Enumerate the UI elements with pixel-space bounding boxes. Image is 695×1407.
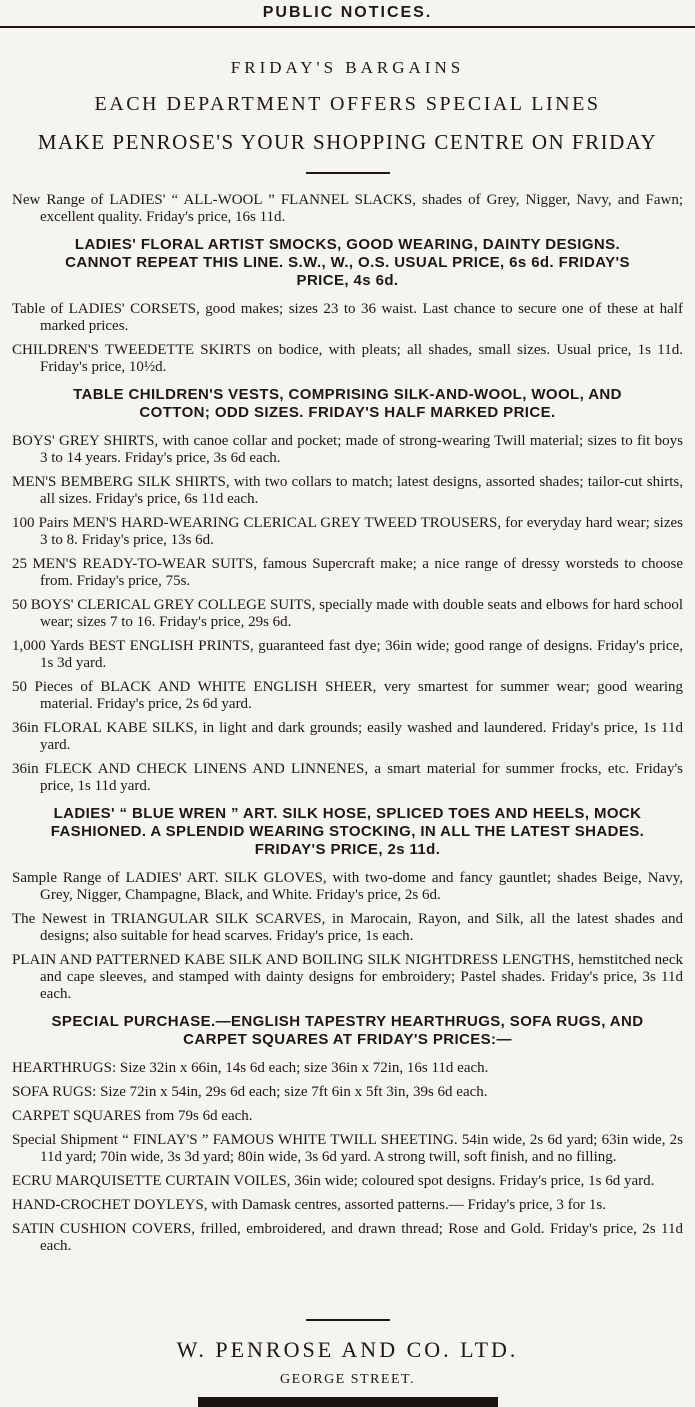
street-address: GEORGE STREET. xyxy=(279,1372,416,1387)
ad-paragraph-sofa-rugs: SOFA RUGS: Size 72in x 54in, 29s 6d each; size 7ft 6in x 5ft 3in, 39s 6d each. xyxy=(12,1084,488,1100)
ad-paragraph-college-suits: 50 BOYS' CLERICAL GREY COLLEGE SUITS, specially made with double seats and elbows for hard school wear; sizes 7 to 16. Friday's price, 29s 6d. xyxy=(12,597,683,630)
ad-paragraph-curtain-voiles: ECRU MARQUISETTE CURTAIN VOILES, 36in wide; coloured spot designs. Friday's price, 1s 6d yard. xyxy=(12,1173,655,1189)
ad-paragraph-silk-scarves: The Newest in TRIANGULAR SILK SCARVES, in Marocain, Rayon, and Silk, all the latest shades and designs; also suitable for head scarves. Friday's price, 1s each. xyxy=(12,911,683,944)
header-rule xyxy=(0,26,695,28)
headline-departments: EACH DEPARTMENT OFFERS SPECIAL LINES xyxy=(94,93,601,115)
ad-paragraph-ready-to-wear: 25 MEN'S READY-TO-WEAR SUITS, famous Supercraft make; a nice range of dressy worsteds to choose from. Friday's price, 75s. xyxy=(12,556,683,589)
ad-callout-artist-smocks: LADIES' FLORAL ARTIST SMOCKS, GOOD WEARING, DAINTY DESIGNS. CANNOT REPEAT THIS LINE. S.W., W., O.S. USUAL PRICE, 6s 6d. FRIDAY'S PRICE, 4s 6d. xyxy=(65,236,630,289)
ad-paragraph-boys-grey-shirts: BOYS' GREY SHIRTS, with canoe collar and pocket; made of strong-wearing Twill material; sizes to fit boys 3 to 14 years. Friday's price, 3s 6d each. xyxy=(12,433,683,466)
ad-paragraph-tweedette-skirts: CHILDREN'S TWEEDETTE SKIRTS on bodice, with pleats; all shades, small sizes. Usual price, 1s 11d. Friday's price, 10½d. xyxy=(12,342,683,375)
ad-paragraph-english-prints: 1,000 Yards BEST ENGLISH PRINTS, guaranteed fast dye; 36in wide; good range of designs. Friday's price, 1s 3d yard. xyxy=(12,638,683,671)
ad-paragraph-tweed-trousers: 100 Pairs MEN'S HARD-WEARING CLERICAL GREY TWEED TROUSERS, for everyday hard wear; sizes 3 to 8. Friday's price, 13s 6d. xyxy=(12,515,683,548)
headline-shopping-centre: MAKE PENROSE'S YOUR SHOPPING CENTRE ON FRIDAY xyxy=(37,130,658,154)
ad-paragraph-twill-sheeting: Special Shipment “ FINLAY'S ” FAMOUS WHITE TWILL SHEETING. 54in wide, 2s 6d yard; 63in wide, 2s 11d yard; 70in wide, 3s 3d yard; 80in wide, 3s 6d yard. A strong twill, soft finish, and no filling. xyxy=(12,1132,683,1165)
divider-rule-top xyxy=(306,172,390,174)
ad-callout-special-purchase: SPECIAL PURCHASE.—ENGLISH TAPESTRY HEARTHRUGS, SOFA RUGS, AND CARPET SQUARES AT FRIDAY'S PRICES:— xyxy=(51,1013,644,1048)
ad-paragraph-nightdress: PLAIN AND PATTERNED KABE SILK AND BOILING SILK NIGHTDRESS LENGTHS, hemstitched neck and cape sleeves, and stamped with dainty designs for embroidery; Pastel shades. Friday's price, 3s 11d each. xyxy=(12,952,683,1002)
divider-rule-bottom xyxy=(306,1319,390,1321)
ad-paragraph-cushion-covers: SATIN CUSHION COVERS, frilled, embroidered, and drawn thread; Rose and Gold. Friday's price, 2s 11d each. xyxy=(12,1221,683,1254)
headline-fridays-bargains: FRIDAY'S BARGAINS xyxy=(230,58,465,77)
ad-callout-childrens-vests: TABLE CHILDREN'S VESTS, COMPRISING SILK-AND-WOOL, WOOL, AND COTTON; ODD SIZES. FRIDAY'S HALF MARKED PRICE. xyxy=(73,386,622,421)
ad-paragraph-carpet-squares: CARPET SQUARES from 79s 6d each. xyxy=(12,1108,253,1124)
ad-paragraph-english-sheer: 50 Pieces of BLACK AND WHITE ENGLISH SHEER, very smartest for summer wear; good wearing material. Friday's price, 2s 6d yard. xyxy=(12,679,683,712)
ad-callout-blue-wren-hose: LADIES' “ BLUE WREN ” ART. SILK HOSE, SPLICED TOES AND HEELS, MOCK FASHIONED. A SPLENDID WEARING STOCKING, IN ALL THE LATEST SHADES. FRIDAY'S PRICE, 2s 11d. xyxy=(50,805,645,858)
ad-paragraph-fleck-linens: 36in FLECK AND CHECK LINENS AND LINNENES, a smart material for summer frocks, etc. Friday's price, 1s 11d yard. xyxy=(12,761,683,794)
ad-paragraph-corsets: Table of LADIES' CORSETS, good makes; sizes 23 to 36 waist. Last chance to secure one of these at half marked prices. xyxy=(12,301,683,334)
ad-paragraph-bemberg-shirts: MEN'S BEMBERG SILK SHIRTS, with two collars to match; latest designs, assorted shades; tailor-cut shirts, all sizes. Friday's price, 6s 11d each. xyxy=(12,474,683,507)
ad-body xyxy=(12,192,683,1255)
ad-paragraph-flannel-slacks: New Range of LADIES' “ ALL-WOOL ” FLANNEL SLACKS, shades of Grey, Nigger, Navy, and Fawn; excellent quality. Friday's price, 16s 11d. xyxy=(12,192,683,225)
ad-paragraph-hearthrugs: HEARTHRUGS: Size 32in x 66in, 14s 6d each; size 36in x 72in, 16s 11d each. xyxy=(12,1060,489,1076)
ad-paragraph-kabe-silks: 36in FLORAL KABE SILKS, in light and dark grounds; easily washed and laundered. Friday's price, 1s 11d yard. xyxy=(12,720,683,753)
footer xyxy=(0,1319,695,1407)
company-name: W. PENROSE AND CO. LTD. xyxy=(176,1337,519,1362)
ad-paragraph-doyleys: HAND-CROCHET DOYLEYS, with Damask centres, assorted patterns.— Friday's price, 3 for 1s. xyxy=(12,1197,606,1213)
ad-paragraph-silk-gloves: Sample Range of LADIES' ART. SILK GLOVES, with two-dome and fancy gauntlet; shades Beige, Navy, Grey, Nigger, Champagne, Black, and White. Friday's price, 2s 6d. xyxy=(12,870,683,903)
scan-cutoff-bar xyxy=(198,1397,498,1407)
section-header: PUBLIC NOTICES. xyxy=(262,4,433,21)
